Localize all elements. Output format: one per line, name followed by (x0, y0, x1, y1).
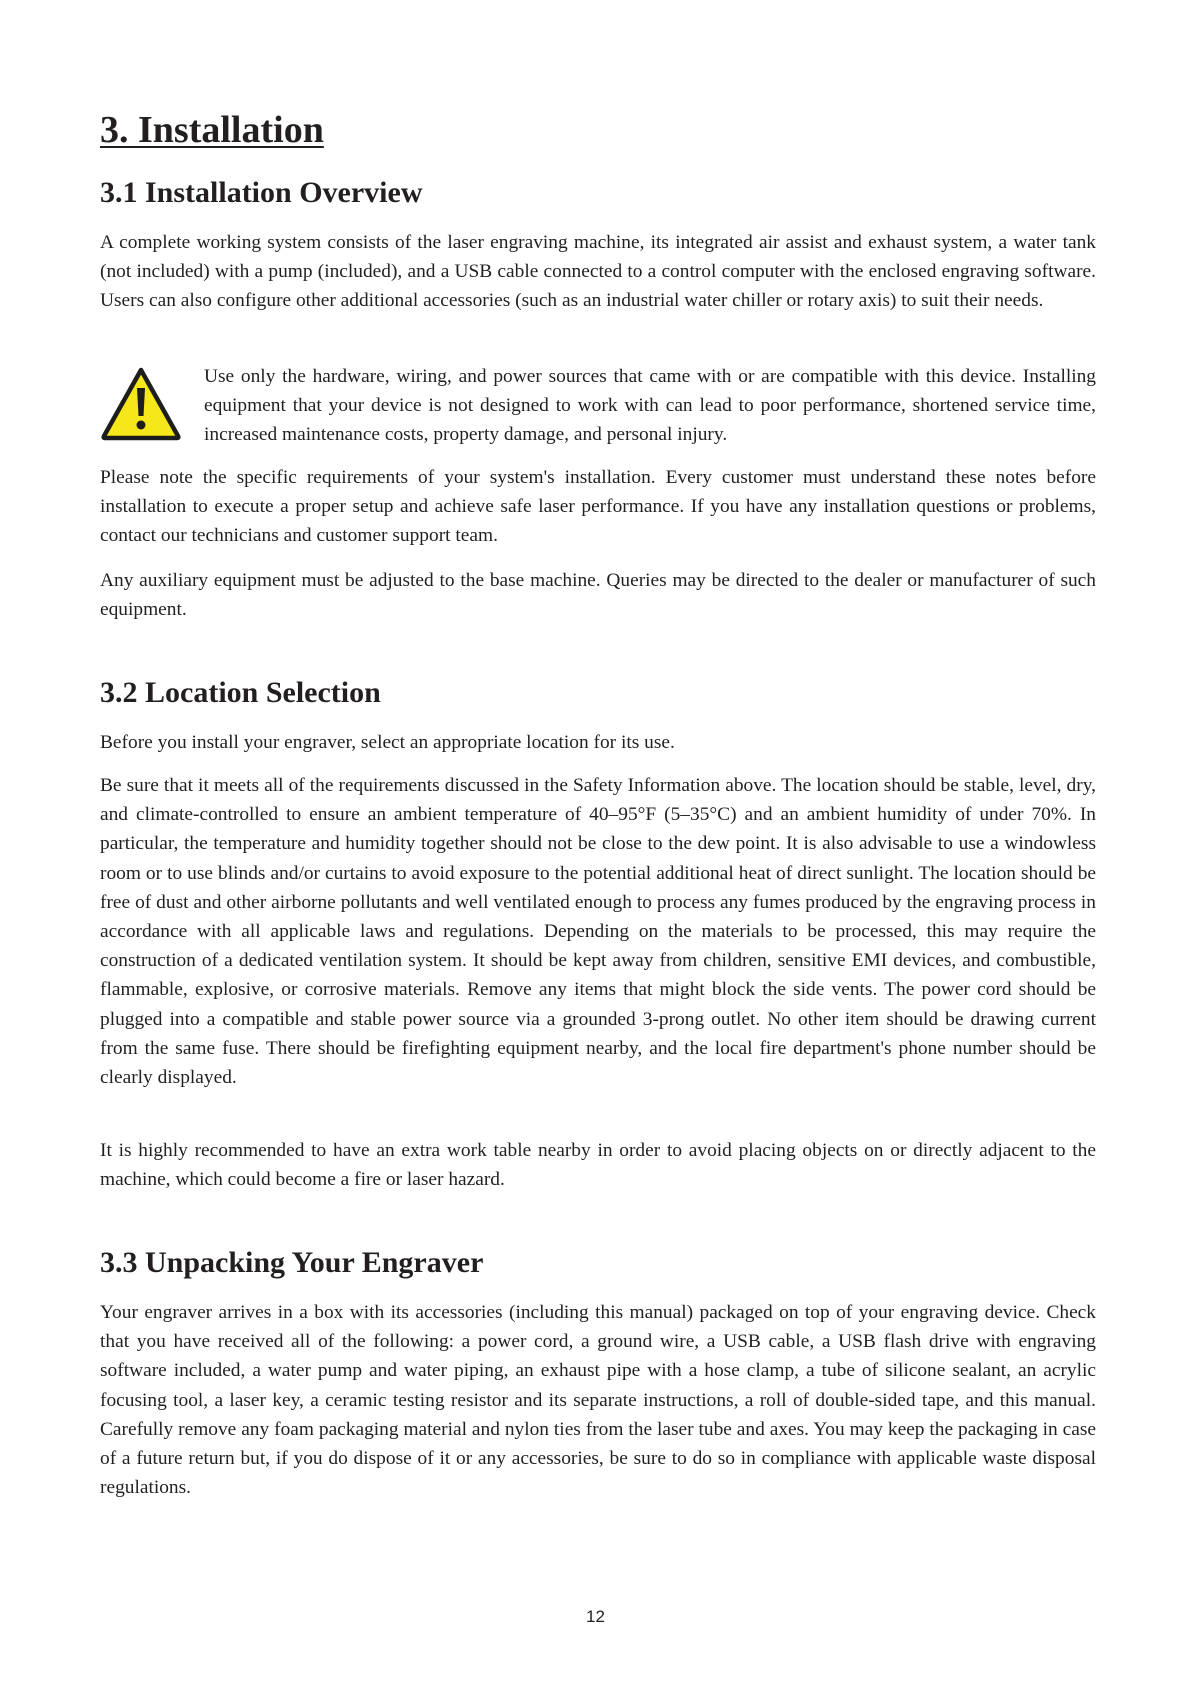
paragraph: Be sure that it meets all of the requirements discussed in the Safety Information above. The location should be stable, level, dry, and climate-controlled to ensure an ambient temperature of 40–95°F (5–35°C) and an ambient humidity of under 70%. In particular, the temperature and humidity together should not be close to the dew point. It is also advisable to use a windowless room or to use blinds and/or curtains to avoid exposure to the potential additional heat of direct sunlight. The location should be free of dust and other airborne pollutants and well ventilated enough to process any fumes produced by the engraving process in accordance with all applicable laws and regulations. Depending on the materials to be processed, this may require the construction of a dedicated ventilation system. It should be kept away from children, sensitive EMI devices, and combustible, flammable, explosive, or corrosive materials. Remove any items that might block the side vents. The power cord should be plugged into a compatible and stable power source via a grounded 3-prong outlet. No other item should be drawing current from the same fuse. There should be firefighting equipment nearby, and the local fire department's phone number should be clearly displayed. (100, 775, 1096, 1089)
warning-triangle-icon (100, 366, 182, 442)
section-heading-unpacking: 3.3 Unpacking Your Engraver (100, 1246, 484, 1279)
section-heading-installation-overview: 3.1 Installation Overview (100, 176, 423, 209)
paragraph: Please note the specific requirements of your system's installation. Every customer must understand these notes before installation to execute a proper setup and achieve safe laser performance. If you have any installation questions or problems, contact our technicians and customer support team. (100, 467, 1096, 547)
paragraph: Any auxiliary equipment must be adjusted to the base machine. Queries may be directed to the dealer or manufacturer of such equipment. (100, 570, 1096, 621)
paragraph: Before you install your engraver, select an appropriate location for its use. (100, 732, 675, 753)
section-heading-location-selection: 3.2 Location Selection (100, 676, 381, 709)
chapter-title: 3. Installation (100, 109, 324, 151)
warning-notice (100, 362, 1096, 452)
paragraph: Your engraver arrives in a box with its accessories (including this manual) packaged on top of your engraving device. Check that you have received all of the following: a power cord, a ground wire, a USB cable, a USB flash drive with engraving software included, a water pump and water piping, an exhaust pipe with a hose clamp, a tube of silicone sealant, an acrylic focusing tool, a laser key, a ceramic testing resistor and its separate instructions, a roll of double-sided tape, and this manual. Carefully remove any foam packaging material and nylon ties from the laser tube and axes. You may keep the packaging in case of a future return but, if you do dispose of it or any accessories, be sure to do so in compliance with applicable waste disposal regulations. (100, 1302, 1096, 1499)
warning-text: Use only the hardware, wiring, and power sources that came with or are compatible with this device. Installing equipment that your device is not designed to work with can lead to poor performance, shortened service time, increased maintenance costs, property damage, and personal injury. (204, 366, 1096, 446)
paragraph: A complete working system consists of the laser engraving machine, its integrated air assist and exhaust system, a water tank (not included) with a pump (included), and a USB cable connected to a control computer with the enclosed engraving software. Users can also configure other additional accessories (such as an industrial water chiller or rotary axis) to suit their needs. (100, 232, 1096, 312)
page-number: 12 (586, 1607, 605, 1626)
paragraph: It is highly recommended to have an extra work table nearby in order to avoid placing objects on or directly adjacent to the machine, which could become a fire or laser hazard. (100, 1140, 1096, 1191)
